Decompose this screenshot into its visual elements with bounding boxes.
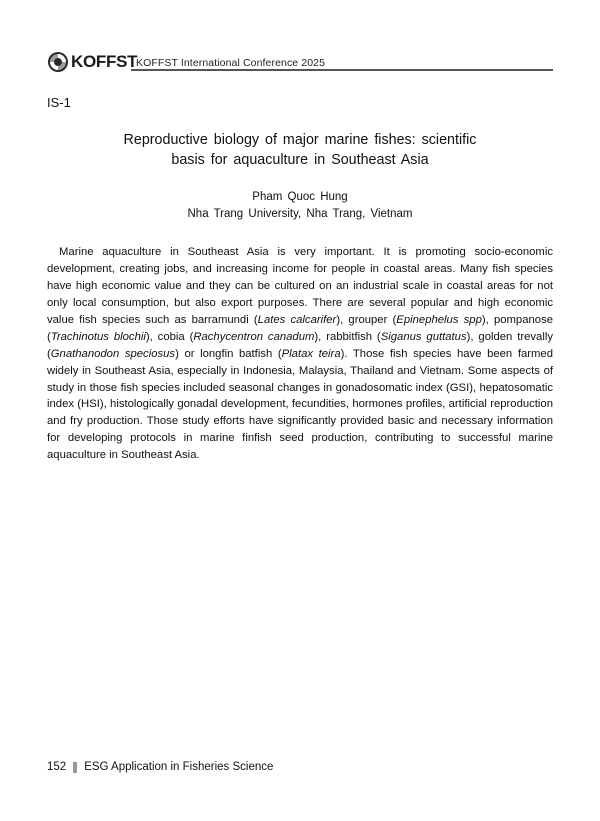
species-name: Rachycentron canadum [193, 330, 315, 343]
title-line-2: basis for aquaculture in Southeast Asia [171, 152, 429, 168]
swirl-logo-icon [47, 51, 69, 73]
abstract-text: ), cobia ( [145, 330, 194, 343]
species-name: Lates calcarifer [257, 313, 337, 326]
footer-separator [73, 762, 77, 773]
species-name: Platax teira [281, 347, 341, 360]
abstract-text: ) or longfin batfish ( [175, 347, 282, 360]
logo-text: KOFFST [71, 52, 138, 71]
species-name: Trachinotus blochii [50, 330, 146, 343]
header-rule [131, 69, 553, 71]
abstract-text: ). Those fish species have been farmed widely in Southeast Asia, especially in Indonesia, Malaysia, Thailand and Vietnam. Some aspects of study in those fish species included seasonal changes in gonadosomatic index (GSI), hepatosomatic index (HSI), histologically gonadal development, fecundities, hormones profiles, artificial reproduction and fry production. Those study efforts have significantly provided basic and necessary information for developing protocols in marine finfish seed production, contributing to successful marine aquaculture in Southeast Asia. [47, 347, 553, 462]
session-id: IS-1 [47, 95, 71, 110]
title-line-1: Reproductive biology of major marine fishes: scientific [123, 132, 477, 148]
species-name: Gnathanodon speciosus [50, 347, 176, 360]
species-name: Siganus guttatus [380, 330, 467, 343]
author-affiliation: Nha Trang University, Nha Trang, Vietnam [187, 208, 413, 220]
author-block [60, 189, 540, 223]
page-header [47, 50, 553, 74]
abstract-text: ), pompanose ( [47, 313, 553, 343]
abstract-text: ), rabbitfish ( [314, 330, 381, 343]
paper-title [60, 130, 540, 170]
abstract-text: Marine aquaculture in Southeast Asia is very important. It is promoting socio-economic development, creating jobs, and increasing income for people in coastal areas. Many fish species have high economic value and they can be cultured on an industrial scale in coastal areas for not only local consumption, but also export purposes. There are several popular and high economic value fish species such as barramundi ( [47, 246, 553, 326]
page-footer [47, 761, 273, 773]
conference-name: KOFFST International Conference 2025 [136, 57, 326, 69]
abstract-text: ), grouper ( [336, 313, 397, 326]
footer-section-title: ESG Application in Fisheries Science [84, 761, 274, 773]
author-name: Pham Quoc Hung [252, 191, 348, 203]
page-number: 152 [47, 761, 67, 773]
abstract-text: ), golden trevally ( [47, 330, 554, 360]
abstract-paragraph [47, 244, 553, 464]
species-name: Epinephelus spp [396, 313, 482, 326]
koffst-logo [47, 51, 137, 73]
